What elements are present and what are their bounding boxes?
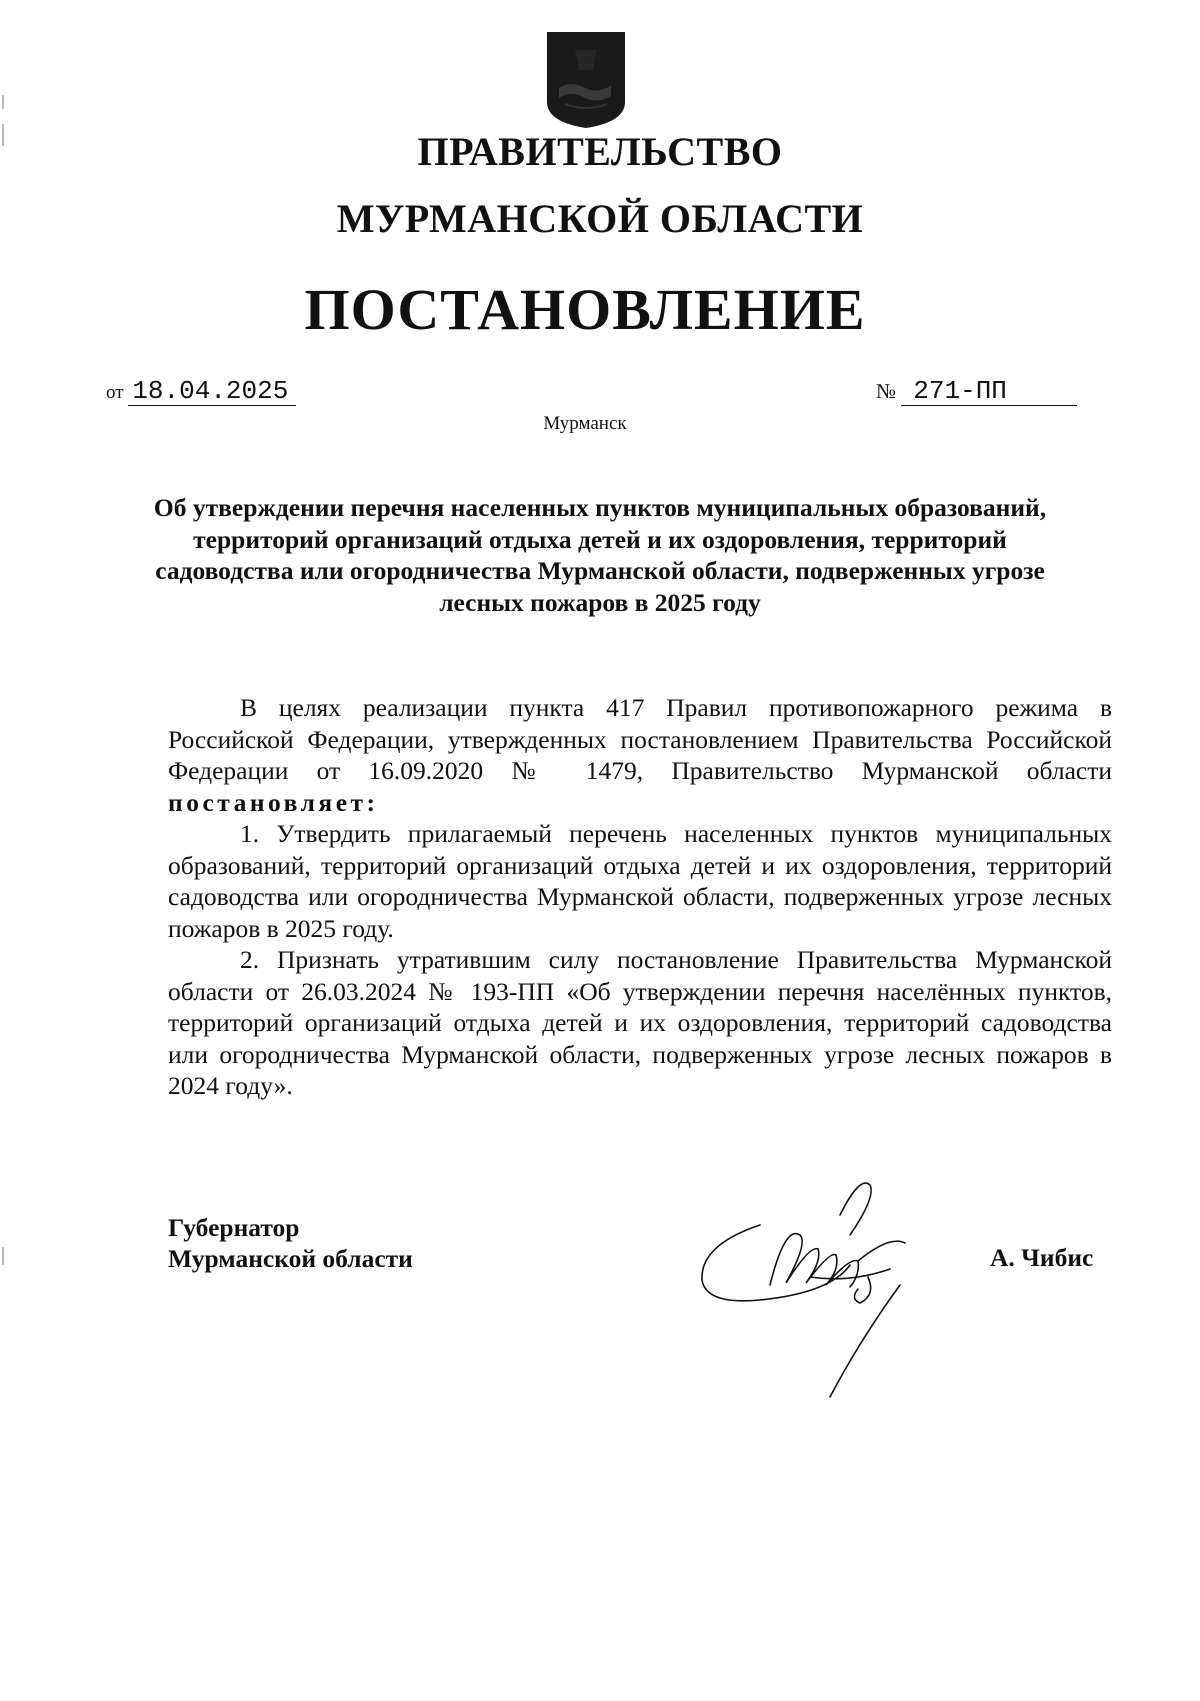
- scan-edge-mark: [2, 95, 4, 109]
- signer-position-line2: Мурманской области: [168, 1244, 413, 1273]
- signer-position-line1: Губернатор: [168, 1213, 300, 1242]
- preamble-paragraph: [168, 692, 1112, 818]
- document-body: [168, 692, 1112, 1102]
- date-value: 18.04.2025: [128, 378, 296, 406]
- org-name-line2: МУРМАНСКОЙ ОБЛАСТИ: [336, 196, 864, 241]
- item-1: 1. Утвердить прилагаемый перечень населенных пунктов муниципальных образований, территорий организаций отдыха детей и их оздоровления, территорий садоводства или огородничества Мурманской области, подверженных угрозе лесных пожаров в 2025 году.: [168, 819, 1112, 943]
- handwritten-signature: [690, 1165, 960, 1405]
- coat-of-arms-icon: [545, 30, 627, 130]
- document-number: [876, 378, 1077, 406]
- signer-name: А. Чибис: [990, 1243, 1094, 1272]
- document-date: [106, 378, 296, 406]
- city: Мурманск: [543, 413, 627, 434]
- document-title: Об утверждении перечня населенных пунктов муниципальных образований, территорий организаций отдыха детей и их оздоровления, территорий садоводства или огородничества Мурманской области, подверженных угрозе лесных пожаров в 2025 году: [153, 493, 1047, 617]
- document-type: ПОСТАНОВЛЕНИЕ: [304, 277, 866, 342]
- number-prefix: №: [876, 379, 897, 403]
- org-name-line1: ПРАВИТЕЛЬСТВО: [417, 129, 783, 174]
- resolves-keyword: постановляет:: [168, 787, 379, 817]
- number-value: 271-ПП: [901, 378, 1077, 406]
- scan-edge-mark: [2, 1247, 4, 1265]
- preamble-text: В целях реализации пункта 417 Правил противопожарного режима в Российской Федерации, утвержденных постановлением Правительства Российской Федерации от 16.09.2020 № 1479, Правительство Мурманской области: [168, 693, 1112, 785]
- item-2: 2. Признать утратившим силу постановление Правительства Мурманской области от 26.03.2024 № 193-ПП «Об утверждении перечня населённых пунктов, территорий организаций отдыха детей и их оздоровления, территорий садоводства или огородничества Мурманской области, подверженных угрозе лесных пожаров в 2024 году».: [168, 945, 1112, 1100]
- signer-position: [168, 1212, 413, 1274]
- date-prefix: от: [106, 382, 124, 403]
